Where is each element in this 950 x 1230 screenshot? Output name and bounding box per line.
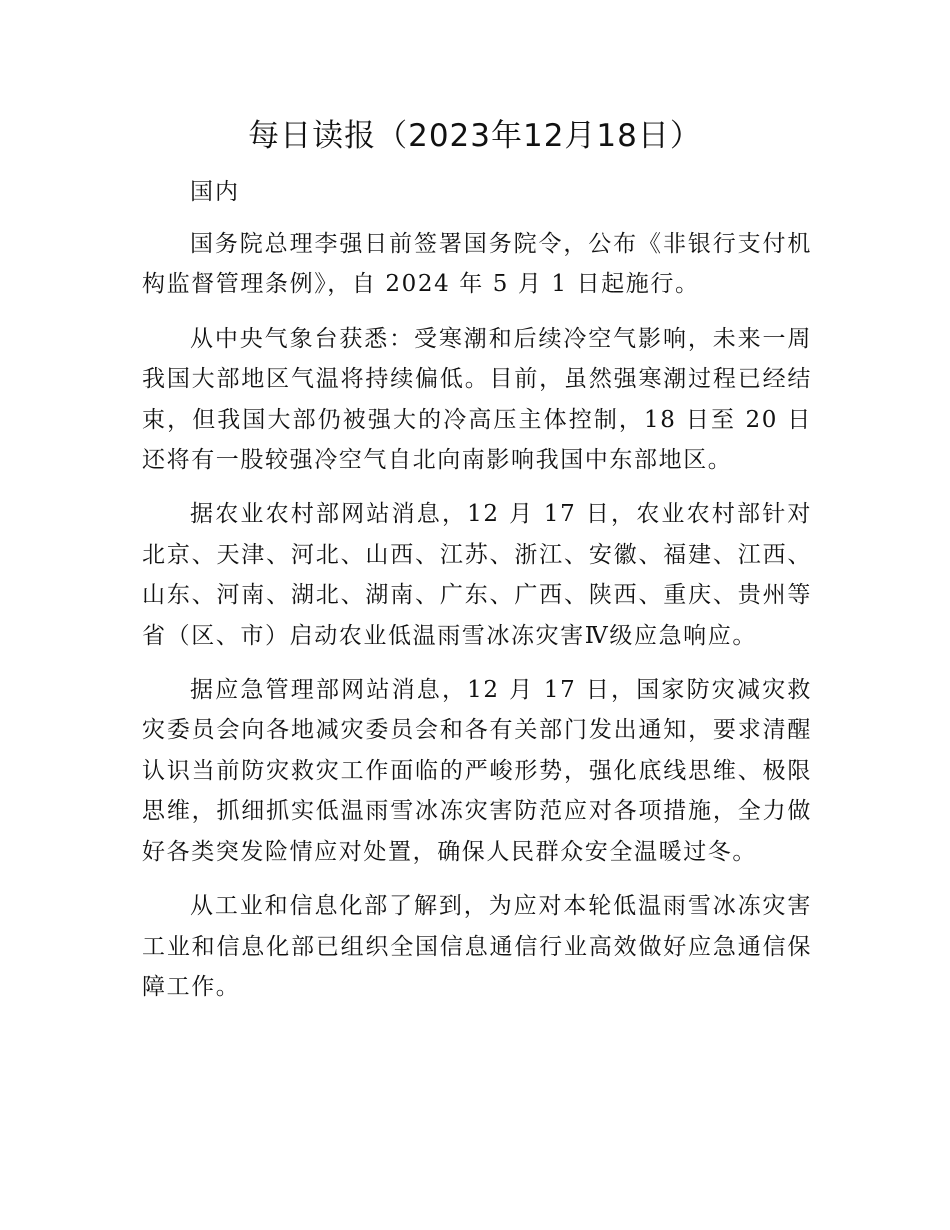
paragraph-disaster-notice: 据应急管理部网站消息，12 月 17 日，国家防灾减灾救灾委员会向各地减灾委员会和各有关部门发出通知，要求清醒认识当前防灾救灾工作面临的严峻形势，强化底线思维、极限思维，抓细抓实低温雨雪冰冻灾害防范应对各项措施，全力做好各类突发险情应对处置，确保人民群众安全温暖过冬。 xyxy=(142,677,812,865)
paragraph-cold-wave: 从中央气象台获悉：受寒潮和后续冷空气影响，未来一周我国大部地区气温将持续偏低。目前，虽然强寒潮过程已经结束，但我国大部仍被强大的冷高压主体控制，18 日至 20 日还将有一股较强冷空气自北向南影响我国中东部地区。 xyxy=(142,325,812,474)
paragraph-agriculture-response: 据农业农村部网站消息，12 月 17 日，农业农村部针对北京、天津、河北、山西、江苏、浙江、安徽、福建、江西、山东、河南、湖北、湖南、广东、广西、陕西、重庆、贵州等省（区、市）启动农业低温雨雪冰冻灾害Ⅳ级应急响应。 xyxy=(142,501,812,649)
paragraph-payment-regulation: 国务院总理李强日前签署国务院令，公布《非银行支付机构监督管理条例》，自 2024 年 5 月 1 日起施行。 xyxy=(142,231,812,298)
document-title: 每日读报（2023年12月18日） xyxy=(248,118,702,154)
paragraph-telecom-support: 从工业和信息化部了解到，为应对本轮低温雨雪冰冻灾害工业和信息化部已组织全国信息通信行业高效做好应急通信保障工作。 xyxy=(142,893,812,1000)
section-heading: 国内 xyxy=(190,179,240,205)
document-body xyxy=(142,224,812,1021)
